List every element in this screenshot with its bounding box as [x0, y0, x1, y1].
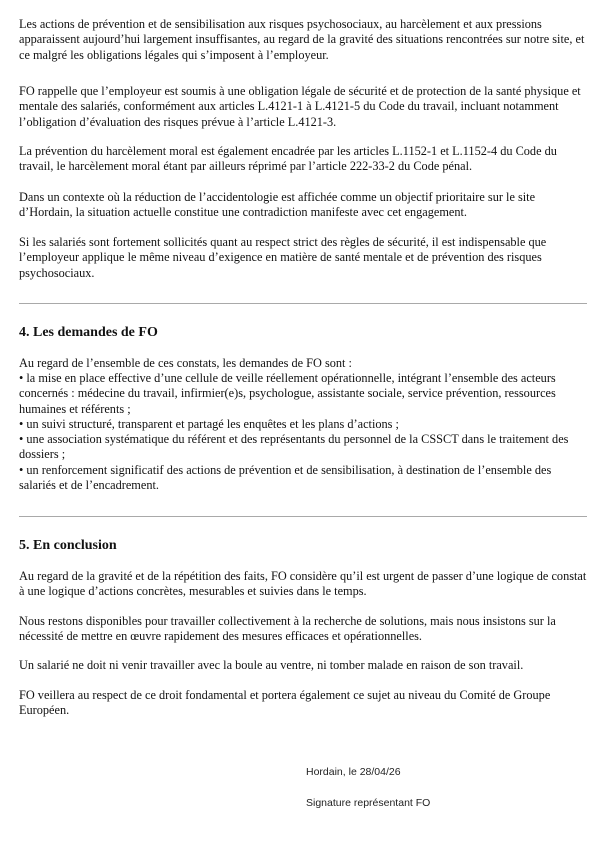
paragraph-legal-obligation: FO rappelle que l’employeur est soumis à une obligation légale de sécurité et de protection de la santé physique et mentale des salariés, conformément aux articles L.4121-1 à L.4121-5 du Code du travail, incluant notamment l’obligation d’évaluation des risques prévue à l’article L.4121-3. — [19, 84, 581, 129]
conclusion-paragraph-availability: Nous restons disponibles pour travailler collectivement à la recherche de solutions, mais nous insistons sur la nécessité de mettre en œuvre rapidement des mesures efficaces et opérationnelles. — [19, 614, 556, 644]
section-divider — [19, 516, 587, 517]
conclusion-paragraph-urgency: Au regard de la gravité et de la répétition des faits, FO considère qu’il est urgent de passer d’une logique de constat à une logique d’actions concrètes, mesurables et suivies dans le temps. — [19, 569, 587, 599]
list-item: • un suivi structuré, transparent et partagé les enquêtes et les plans d’actions ; — [19, 417, 589, 432]
paragraph-prevention-insufficient: Les actions de prévention et de sensibilisation aux risques psychosociaux, au harcèlement et aux pressions apparaissent aujourd’hui largement insuffisantes, au regard de la gravité des situations rencontrées sur notre site, et ce malgré les obligations légales qui s’imposent à l’employeur. — [19, 17, 585, 62]
list-item: • une association systématique du référent et des représentants du personnel de la CSSCT dans le traitement des dossiers ; — [19, 432, 589, 463]
signature-label: Signature représentant FO — [306, 797, 431, 809]
demands-list — [19, 371, 589, 493]
conclusion-paragraph-european-committee: FO veillera au respect de ce droit fondamental et portera également ce sujet au niveau du Comité de Groupe Européen. — [19, 688, 551, 718]
section-4-intro: Au regard de l’ensemble de ces constats, les demandes de FO sont : — [19, 356, 352, 370]
section-5-heading: 5. En conclusion — [19, 538, 117, 553]
section-divider — [19, 303, 587, 304]
section-4-heading: 4. Les demandes de FO — [19, 325, 158, 340]
list-item: • la mise en place effective d’une cellule de veille réellement opérationnelle, intégrant l’ensemble des acteurs concernés : médecine du travail, infirmier(e)s, psychologue, assistante sociale, service prévention, ressources humaines et référents ; — [19, 371, 589, 417]
paragraph-harassment-law: La prévention du harcèlement moral est également encadrée par les articles L.1152-1 et L.1152-4 du Code du travail, le harcèlement moral étant par ailleurs réprimé par l’article 222-33-2 du Code pénal. — [19, 144, 557, 174]
paragraph-safety-demands: Si les salariés sont fortement sollicités quant au respect strict des règles de sécurité, il est indispensable que l’employeur applique le même niveau d’exigence en matière de santé mentale et de prévention des risques psychosociaux. — [19, 235, 547, 280]
paragraph-accident-context: Dans un contexte où la réduction de l’accidentologie est affichée comme un objectif prioritaire sur le site d’Hordain, la situation actuelle constitue une contradiction manifeste avec cet engagement. — [19, 190, 536, 220]
place-date: Hordain, le 28/04/26 — [306, 766, 401, 778]
conclusion-paragraph-wellbeing: Un salarié ne doit ni venir travailler avec la boule au ventre, ni tomber malade en raison de son travail. — [19, 658, 524, 672]
list-item: • un renforcement significatif des actions de prévention et de sensibilisation, à destination de l’ensemble des salariés et de l’encadrement. — [19, 463, 589, 494]
